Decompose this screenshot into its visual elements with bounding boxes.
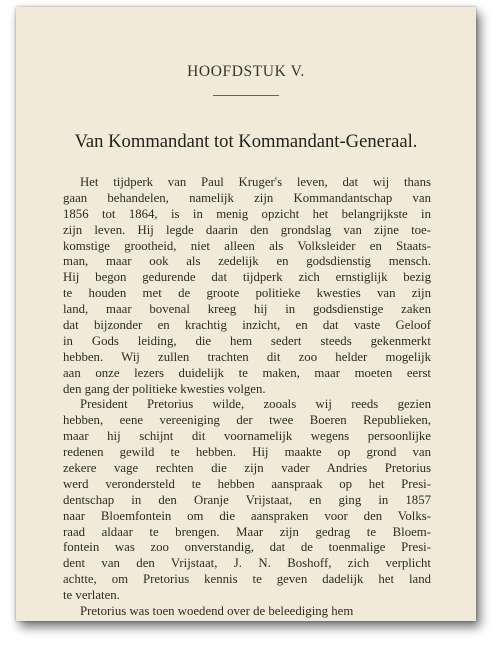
text-line: werd verondersteld te hebben aanspraak op het Presi- [63,476,431,491]
chapter-heading: HOOFDSTUK V. [187,63,305,80]
heading-divider [213,95,279,96]
text-line: land, maar bovenal kreeg hij in godsdienstige zaken [63,302,431,317]
text-line: hebben, eene vereeniging der twee Boeren Republieken, [63,413,431,428]
text-line: naar Bloemfontein om die aanspraken voor den Volks- [63,508,431,523]
text-line: dat bijzonder en krachtig inzicht, en dat vaste Geloof [63,318,431,333]
text-line: te houden met de groote politieke kwesties van zijn [63,286,431,301]
text-line: dent van den Vrijstaat, J. N. Boshoff, zich verplicht [63,556,431,571]
text-line: raad aldaar te brengen. Maar zijn gedrag te Bloem- [63,524,431,539]
book-page [16,7,476,621]
text-line: den gang der politieke kwesties volgen. [63,381,266,396]
chapter-title: Van Kommandant tot Kommandant-Generaal. [74,131,418,152]
text-line: te verlaten. [63,588,120,603]
text-line: maar hij schijnt dit voornamelijk wegens persoonlijke [63,429,431,444]
text-line: Het tijdperk van Paul Kruger's leven, dat wij thans [80,175,431,189]
text-line: fontein was zoo onverstandig, dat de toenmalige Presi- [63,540,431,555]
text-line: dentschap in den Oranje Vrijstaat, en ging in 1857 [63,492,431,507]
text-line: 1856 tot 1864, is in menig opzicht het belangrijkste in [63,206,431,221]
body-text [63,175,431,620]
text-line: Hij begon gedurende dat tijdperk zich ernstiglijk bezig [63,270,431,285]
text-line: zekere vage rechten die zijn vader Andries Pretorius [63,461,431,476]
text-line: man, maar ook als zedelijk en godsdienstig mensch. [63,254,431,269]
text-line: gaan behandelen, namelijk zijn Kommandantschap van [63,190,431,205]
text-line: aan onze lezers duidelijk te maken, maar moeten eerst [63,365,431,380]
text-line: President Pretorius wilde, zooals wij reeds gezien [80,397,431,412]
text-line: Pretorius was toen woedend over de beleediging hem [80,604,354,619]
text-line: zijn leven. Hij legde daarin den grondslag van zijne toe- [63,222,431,237]
text-line: achtte, om Pretorius kennis te geven dadelijk het land [63,572,431,587]
text-line: komstige grootheid, niet alleen als Volksleider en Staats- [63,238,431,253]
text-line: redenen gewild te hebben. Hij maakte op grond van [63,445,431,460]
text-line: in Gods leiding, die hem sedert steeds gekenmerkt [63,333,431,348]
text-line: hebben. Wij zullen trachten dit zoo helder mogelijk [63,349,431,364]
